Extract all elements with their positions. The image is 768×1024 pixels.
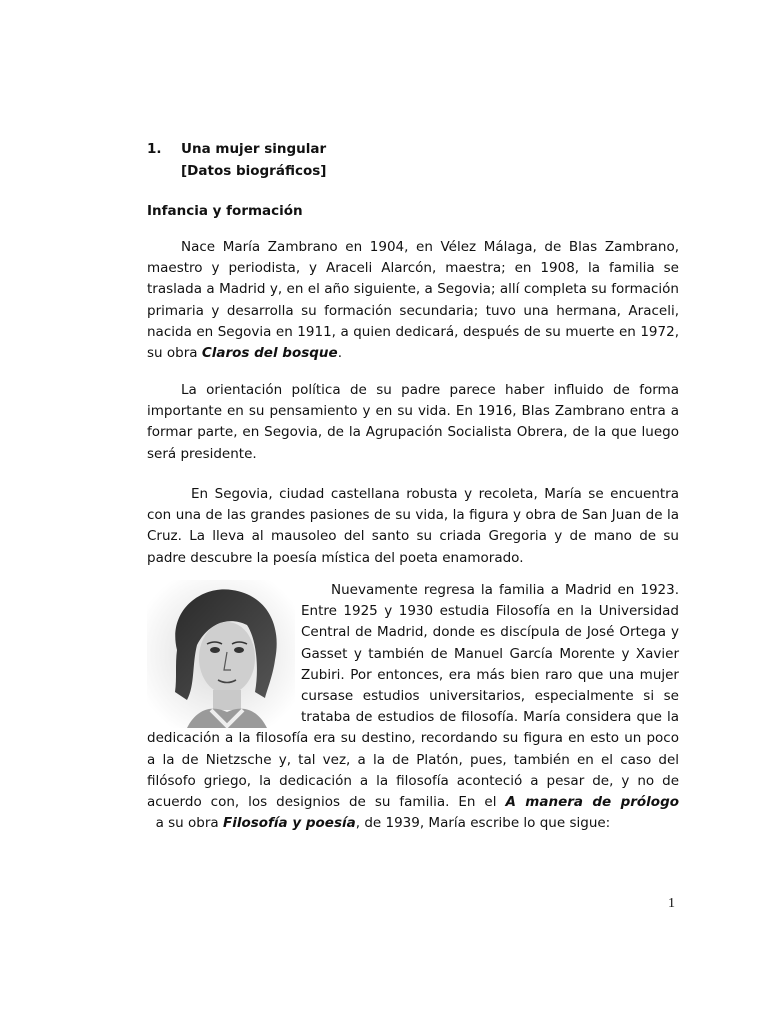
work-title: Claros del bosque (201, 345, 338, 362)
paragraph-politics (147, 380, 679, 465)
portrait-image (147, 580, 295, 728)
subsection-heading: Infancia y formación (147, 203, 303, 219)
paragraph-university: Nuevamente regresa la familia a Madrid en 1923. Entre 1925 y 1930 estudia Filosofía en la Universidad Central de Madrid, donde es discípula de José Ortega y Gasset y también de Manuel García Morente y Xavier Zubiri. Por entonces, era más bien raro que una mujer cursase estudios universitarios, especialmente si se trataba de estudios de filosofía. María considera que la dedicación a la filosofía era su destino, recordando su figura en esto un poco a la de Nietzsche y, tal vez, a la de Platón, pues, también en el caso del filósofo griego, la dedicación a la filosofía aconteció a pesar de, y no de acuerdo con, los designios de su familia. En el A manera de prólogo a su obra Filosofía y poesía, de 1939, María escribe lo que sigue: (147, 582, 680, 832)
section-title: Una mujer singular (181, 141, 327, 157)
paragraph-segovia (147, 484, 679, 569)
work-title-filosofia-poesia: Filosofía y poesía (222, 815, 356, 832)
paragraph-text: La orientación política de su padre parece haber influido de forma importante en su pensamiento y en su vida. En 1916, Blas Zambrano entra a formar parte, en Segovia, de la Agrupación Socialista Obrera, de la que luego será presidente. (147, 382, 679, 462)
paragraph-text: Nace María Zambrano en 1904, en Vélez Málaga, de Blas Zambrano, maestro y periodista, y Araceli Alarcón, maestra; en 1908, la familia se traslada a Madrid y, en el año siguiente, a Segovia; allí completa su formación primaria y desarrolla su formación secundaria; tuvo una hermana, Araceli, nacida en Segovia en 1911, a quien dedicará, después de su muerte en 1972, su obra (147, 239, 679, 362)
paragraph-birth: Nace María Zambrano en 1904, en Vélez Málaga, de Blas Zambrano, maestro y periodista, y Araceli Alarcón, maestra; en 1908, la familia se traslada a Madrid y, en el año siguiente, a Segovia; allí completa su formación primaria y desarrolla su formación secundaria; tuvo una hermana, Araceli, nacida en Segovia en 1911, a quien dedicará, después de su muerte en 1972, su obra Claros del bosque. (147, 239, 679, 362)
work-title-prologue: A manera de prólogo (505, 794, 680, 811)
section-number: 1. (147, 141, 162, 157)
page-number: 1 (668, 896, 675, 911)
section-subtitle: [Datos biográficos] (181, 163, 327, 179)
section-heading (147, 138, 326, 182)
paragraph-text: Nuevamente regresa la familia a Madrid en 1923. Entre 1925 y 1930 estudia Filosofía en la Universidad Central de Madrid, donde es discípula de José Ortega y Gasset y también de Manuel García Morente y Xavier Zubiri. Por entonces, era más bien raro que una mujer cursase estudios universitarios, especialmente si se trataba de estudios de filosofía. María considera que la dedicación a la filosofía era su destino, recordando su figura en esto un poco a la de Nietzsche y, tal vez, a la de Platón, pues, también en el caso del filósofo griego, la dedicación a la filosofía aconteció a pesar de, y no de acuerdo con, los designios de su familia. En el (147, 582, 679, 811)
paragraph-text: En Segovia, ciudad castellana robusta y recoleta, María se encuentra con una de las grandes pasiones de su vida, la figura y obra de San Juan de la Cruz. La lleva al mausoleo del santo su criada Gregoria y de mano de su padre descubre la poesía mística del poeta enamorado. (147, 486, 679, 566)
